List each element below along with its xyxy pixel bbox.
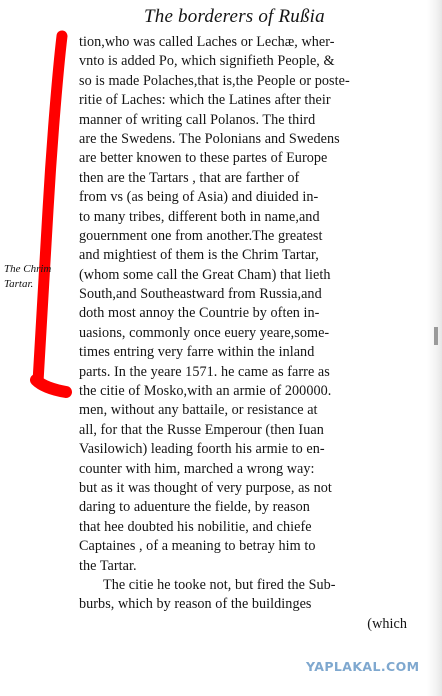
- text-line: doth most annoy the Countrie by often in-: [79, 305, 320, 322]
- text-line: The citie he tooke not, but fired the Sub-: [103, 576, 336, 593]
- text-line: men, without any battaile, or resistance at: [79, 402, 318, 419]
- text-line: ritie of Laches: which the Latines after their: [79, 92, 331, 109]
- text-line: tion,who was called Laches or Lechæ, wher-: [79, 34, 335, 50]
- running-head: The borderers of Rußia: [144, 6, 325, 27]
- text-line: but as it was thought of very purpose, as not: [79, 479, 332, 496]
- red-highlight-mark: [28, 30, 78, 410]
- text-line: are better knowen to these partes of Europe: [79, 150, 328, 167]
- page-edge-marker: [434, 327, 438, 345]
- body-text: [79, 33, 407, 634]
- text-line: that hee doubted his nobilitie, and chiefe: [79, 518, 312, 535]
- text-line: South,and Southeastward from Russia,and: [79, 286, 322, 303]
- text-line: (whom some call the Great Cham) that lieth: [79, 266, 331, 283]
- text-line: are the Swedens. The Polonians and Swedens: [79, 130, 340, 147]
- text-line: vnto is added Po, which signifieth People, &: [79, 53, 335, 70]
- text-line: daring to aduenture the fielde, by reason: [79, 499, 310, 516]
- page-edge-shadow: [427, 0, 442, 696]
- catchword: (which: [367, 615, 407, 632]
- margin-note-line: Tartar.: [4, 278, 34, 290]
- text-line: and mightiest of them is the Chrim Tartar,: [79, 247, 319, 264]
- text-line: the Tartar.: [79, 557, 137, 574]
- text-line: counter with him, marched a wrong way:: [79, 460, 315, 477]
- site-watermark: YAPLAKAL.COM: [306, 659, 420, 674]
- text-line: burbs, which by reason of the buildinges: [79, 596, 312, 613]
- text-line: so is made Polaches,that is,the People or poste-: [79, 72, 350, 89]
- text-line: from vs (as being of Asia) and diuided in-: [79, 189, 319, 206]
- text-line: uasions, commonly once euery yeare,some-: [79, 324, 330, 341]
- text-line: Captaines , of a meaning to betray him to: [79, 538, 316, 555]
- text-line: the citie of Mosko,with an armie of 200000.: [79, 383, 332, 400]
- text-line: times entring very farre within the inland: [79, 344, 315, 361]
- margin-note: [4, 262, 51, 292]
- text-line: parts. In the yeare 1571. he came as farre as: [79, 363, 330, 380]
- text-line: all, for that the Russe Emperour (then Iuan: [79, 421, 324, 438]
- text-line: Vasilowich) leading foorth his armie to en-: [79, 441, 325, 458]
- margin-note-line: The Chrim: [4, 263, 52, 275]
- text-line: manner of writing call Polanos. The third: [79, 111, 316, 128]
- text-line: then are the Tartars , that are farther of: [79, 169, 300, 186]
- text-line: to many tribes, different both in name,and: [79, 208, 320, 225]
- text-line: gouernment one from another.The greatest: [79, 227, 323, 244]
